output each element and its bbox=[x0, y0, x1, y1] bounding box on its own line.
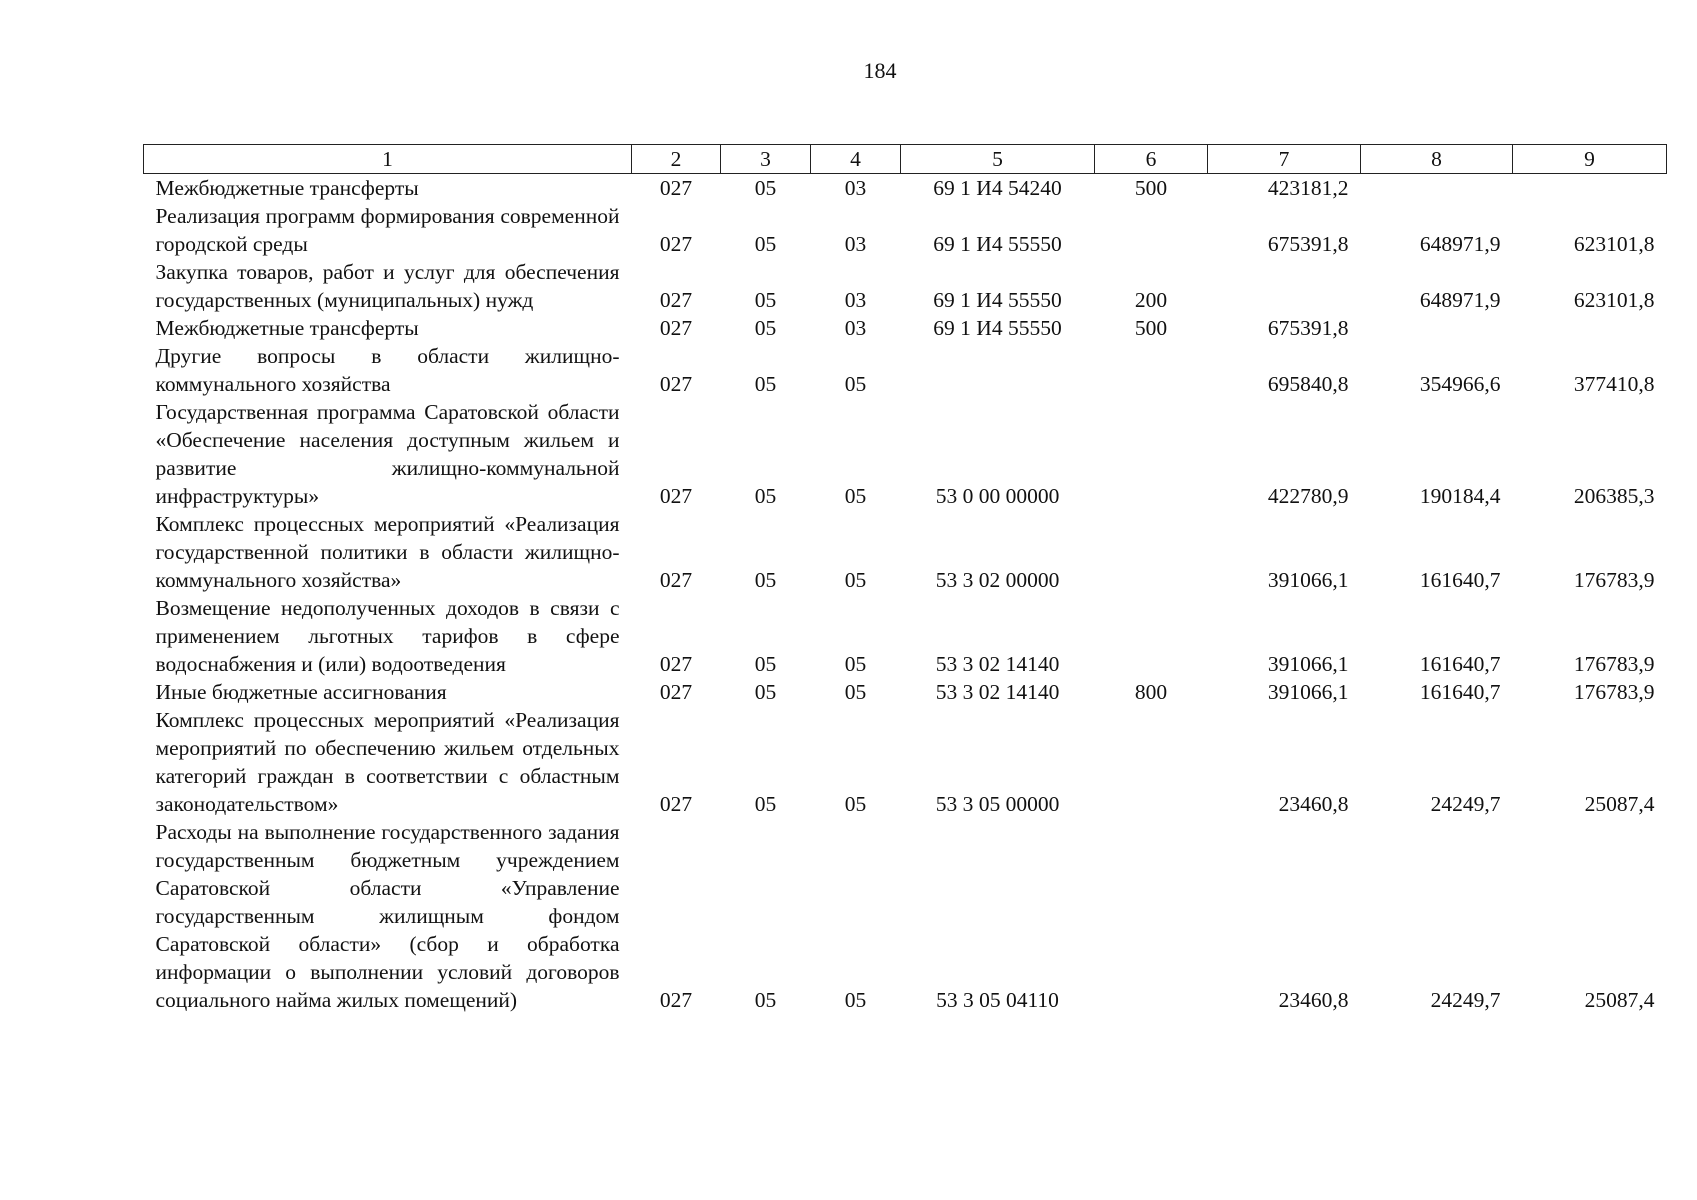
row-target-article: 53 0 00 00000 bbox=[935, 484, 1060, 508]
row-amount-col8: 648971,9 bbox=[1419, 232, 1501, 256]
row-amount-col9: 377410,8 bbox=[1573, 372, 1655, 396]
row-expense-type bbox=[1095, 202, 1208, 258]
row-amount-col9: 176783,9 bbox=[1573, 680, 1655, 704]
table-row bbox=[144, 594, 1667, 678]
row-ministry-code: 027 bbox=[659, 484, 693, 508]
row-amount-col7: 391066,1 bbox=[1267, 568, 1349, 592]
header-col-3: 3 bbox=[721, 145, 811, 174]
row-amount-col7: 23460,8 bbox=[1278, 792, 1349, 816]
row-subsection-code: 03 bbox=[844, 316, 867, 340]
row-section-code: 05 bbox=[754, 372, 777, 396]
header-col-8: 8 bbox=[1361, 145, 1513, 174]
table-row bbox=[144, 258, 1667, 314]
row-name: Закупка товаров, работ и услуг для обеспечения государственных (муниципальных) нужд bbox=[155, 260, 620, 312]
row-expense-type: 800 bbox=[1134, 680, 1168, 704]
row-name: Комплекс процессных мероприятий «Реализация мероприятий по обеспечению жильем отдельных категорий граждан в соответствии с областным законодательством» bbox=[155, 708, 620, 816]
row-target-article: 53 3 02 14140 bbox=[935, 652, 1060, 676]
row-expense-type bbox=[1095, 594, 1208, 678]
row-amount-col8: 161640,7 bbox=[1419, 652, 1501, 676]
row-section-code: 05 bbox=[754, 484, 777, 508]
table-row bbox=[144, 202, 1667, 258]
row-ministry-code: 027 bbox=[659, 568, 693, 592]
row-amount-col8: 161640,7 bbox=[1419, 680, 1501, 704]
row-amount-col7: 23460,8 bbox=[1278, 988, 1349, 1012]
header-col-9: 9 bbox=[1513, 145, 1667, 174]
row-amount-col9: 623101,8 bbox=[1573, 232, 1655, 256]
row-ministry-code: 027 bbox=[659, 232, 693, 256]
row-amount-col8: 161640,7 bbox=[1419, 568, 1501, 592]
row-section-code: 05 bbox=[754, 792, 777, 816]
row-subsection-code: 03 bbox=[844, 288, 867, 312]
row-name: Государственная программа Саратовской области «Обеспечение населения доступным жильем и развитие жилищно-коммунальной инфраструктуры» bbox=[155, 400, 620, 508]
row-amount-col9: 176783,9 bbox=[1573, 652, 1655, 676]
row-subsection-code: 05 bbox=[844, 568, 867, 592]
row-subsection-code: 05 bbox=[844, 372, 867, 396]
row-name: Комплекс процессных мероприятий «Реализация государственной политики в области жилищно-коммунального хозяйства» bbox=[155, 512, 620, 592]
table-header bbox=[144, 145, 1667, 174]
row-subsection-code: 05 bbox=[844, 680, 867, 704]
row-target-article: 53 3 02 14140 bbox=[935, 680, 1060, 704]
row-subsection-code: 05 bbox=[844, 484, 867, 508]
table-row bbox=[144, 174, 1667, 203]
row-amount-col9: 176783,9 bbox=[1573, 568, 1655, 592]
budget-table bbox=[143, 144, 1667, 1014]
row-amount-col8 bbox=[1361, 314, 1513, 342]
row-ministry-code: 027 bbox=[659, 176, 693, 200]
row-section-code: 05 bbox=[754, 680, 777, 704]
header-col-4: 4 bbox=[811, 145, 901, 174]
row-amount-col9 bbox=[1513, 174, 1667, 203]
row-expense-type bbox=[1095, 342, 1208, 398]
row-name: Возмещение недополученных доходов в связи с применением льготных тарифов в сфере водоснабжения и (или) водоотведения bbox=[155, 596, 620, 676]
header-col-7: 7 bbox=[1208, 145, 1361, 174]
row-amount-col7: 675391,8 bbox=[1267, 232, 1349, 256]
row-subsection-code: 03 bbox=[844, 232, 867, 256]
row-amount-col8: 24249,7 bbox=[1430, 988, 1501, 1012]
row-ministry-code: 027 bbox=[659, 316, 693, 340]
row-expense-type: 500 bbox=[1134, 316, 1168, 340]
row-section-code: 05 bbox=[754, 232, 777, 256]
row-amount-col7: 675391,8 bbox=[1267, 316, 1349, 340]
row-ministry-code: 027 bbox=[659, 372, 693, 396]
row-section-code: 05 bbox=[754, 988, 777, 1012]
row-subsection-code: 03 bbox=[844, 176, 867, 200]
row-amount-col7: 391066,1 bbox=[1267, 680, 1349, 704]
row-target-article bbox=[901, 342, 1095, 398]
row-name: Межбюджетные трансферты bbox=[155, 316, 419, 340]
row-target-article: 69 1 И4 54240 bbox=[933, 176, 1062, 200]
table-row bbox=[144, 678, 1667, 706]
table-row bbox=[144, 510, 1667, 594]
row-name: Расходы на выполнение государственного задания государственным бюджетным учреждением Саратовской области «Управление государственным жилищным фондом Саратовской области» (сбор и обработка информации о выполнении условий договоров социального найма жилых помещений) bbox=[155, 820, 620, 1012]
row-amount-col9: 206385,3 bbox=[1573, 484, 1655, 508]
table-row bbox=[144, 818, 1667, 1014]
row-ministry-code: 027 bbox=[659, 988, 693, 1012]
row-amount-col7 bbox=[1208, 258, 1361, 314]
row-amount-col9: 623101,8 bbox=[1573, 288, 1655, 312]
row-name: Другие вопросы в области жилищно-коммунального хозяйства bbox=[155, 344, 620, 396]
row-section-code: 05 bbox=[754, 288, 777, 312]
row-section-code: 05 bbox=[754, 568, 777, 592]
row-name: Иные бюджетные ассигнования bbox=[155, 680, 447, 704]
row-amount-col7: 423181,2 bbox=[1267, 176, 1349, 200]
row-amount-col8 bbox=[1361, 174, 1513, 203]
row-amount-col8: 354966,6 bbox=[1419, 372, 1501, 396]
row-target-article: 53 3 05 04110 bbox=[936, 988, 1059, 1012]
row-ministry-code: 027 bbox=[659, 288, 693, 312]
table-row bbox=[144, 706, 1667, 818]
table-row bbox=[144, 398, 1667, 510]
table-row bbox=[144, 342, 1667, 398]
row-target-article: 69 1 И4 55550 bbox=[933, 288, 1062, 312]
row-subsection-code: 05 bbox=[844, 988, 867, 1012]
row-amount-col7: 422780,9 bbox=[1267, 484, 1349, 508]
row-ministry-code: 027 bbox=[659, 792, 693, 816]
row-amount-col8: 648971,9 bbox=[1419, 288, 1501, 312]
row-amount-col7: 391066,1 bbox=[1267, 652, 1349, 676]
header-col-1: 1 bbox=[144, 145, 632, 174]
table-body bbox=[144, 174, 1667, 1015]
row-expense-type: 500 bbox=[1134, 176, 1168, 200]
row-section-code: 05 bbox=[754, 176, 777, 200]
row-target-article: 69 1 И4 55550 bbox=[933, 316, 1062, 340]
row-subsection-code: 05 bbox=[844, 792, 867, 816]
row-ministry-code: 027 bbox=[659, 680, 693, 704]
row-amount-col7: 695840,8 bbox=[1267, 372, 1349, 396]
table-row bbox=[144, 314, 1667, 342]
page-number: 184 bbox=[863, 58, 897, 83]
row-expense-type bbox=[1095, 706, 1208, 818]
row-amount-col9: 25087,4 bbox=[1584, 792, 1655, 816]
header-col-5: 5 bbox=[901, 145, 1095, 174]
row-target-article: 53 3 05 00000 bbox=[935, 792, 1060, 816]
header-col-2: 2 bbox=[632, 145, 721, 174]
row-expense-type bbox=[1095, 510, 1208, 594]
row-expense-type bbox=[1095, 818, 1208, 1014]
row-amount-col9 bbox=[1513, 314, 1667, 342]
row-name: Межбюджетные трансферты bbox=[155, 176, 419, 200]
row-section-code: 05 bbox=[754, 652, 777, 676]
row-amount-col8: 24249,7 bbox=[1430, 792, 1501, 816]
row-section-code: 05 bbox=[754, 316, 777, 340]
row-name: Реализация программ формирования современной городской среды bbox=[155, 204, 620, 256]
header-row bbox=[144, 145, 1667, 174]
header-col-6: 6 bbox=[1095, 145, 1208, 174]
row-ministry-code: 027 bbox=[659, 652, 693, 676]
row-target-article: 53 3 02 00000 bbox=[935, 568, 1060, 592]
row-amount-col8: 190184,4 bbox=[1419, 484, 1501, 508]
row-expense-type: 200 bbox=[1134, 288, 1168, 312]
row-subsection-code: 05 bbox=[844, 652, 867, 676]
row-target-article: 69 1 И4 55550 bbox=[933, 232, 1062, 256]
row-expense-type bbox=[1095, 398, 1208, 510]
row-amount-col9: 25087,4 bbox=[1584, 988, 1655, 1012]
